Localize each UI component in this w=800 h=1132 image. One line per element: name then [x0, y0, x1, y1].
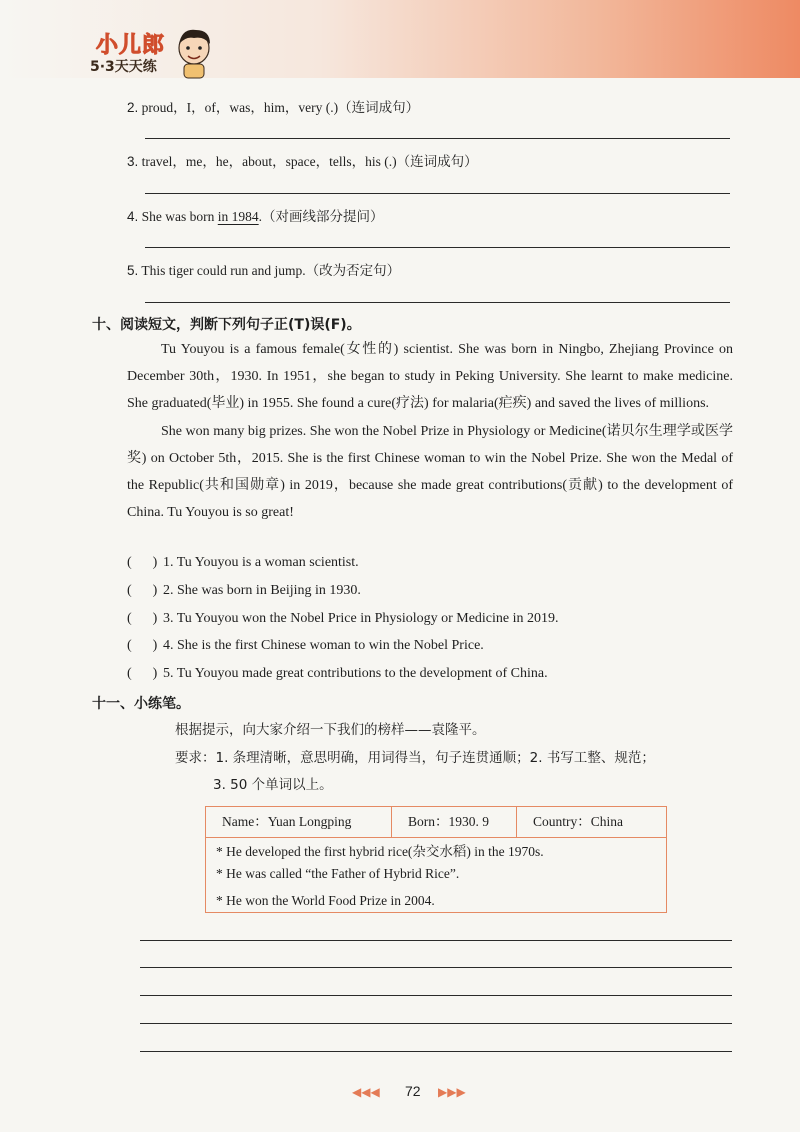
reading-passage	[127, 336, 733, 526]
tf-item-3: ( ) 3. Tu Youyou won the Nobel Price in Physiology or Medicine in 2019.	[127, 611, 559, 626]
writing-line[interactable]	[140, 940, 732, 941]
writing-line[interactable]	[140, 1023, 732, 1024]
writing-requirements-cont: 3. 50 个单词以上。	[213, 777, 333, 793]
info-header-row	[206, 807, 666, 838]
brand-title: 小儿郎	[96, 33, 166, 58]
fact-item: * He developed the first hybrid rice(杂交水稻) in the 1970s.	[216, 844, 544, 859]
fact-item: * He was called “the Father of Hybrid Rice”.	[216, 866, 460, 881]
right-arrows-icon: ▶▶▶	[438, 1085, 466, 1099]
mascot-icon	[172, 26, 216, 80]
section-10-title: 十、阅读短文，判断下列句子正(T)误(F)。	[92, 317, 361, 333]
writing-prompt: 根据提示，向大家介绍一下我们的榜样——袁隆平。	[175, 722, 486, 738]
brand-logo	[90, 28, 220, 83]
tf-item-2: ( ) 2. She was born in Beijing in 1930.	[127, 583, 361, 598]
passage-paragraph-1: Tu Youyou is a famous female(女性的) scientist. She was born in Ningbo, Zhejiang Province on December 30th，1930. In 1951，she began to study in Peking University. She learnt to make medicine. She graduated(毕业) in 1955. She found a cure(疗法) for malaria(疟疾) and saved the lives of millions.	[127, 342, 733, 412]
answer-blank[interactable]: ( )	[127, 555, 158, 570]
page-number: 72	[405, 1083, 421, 1099]
brand-subtitle: 5·3天天练	[90, 59, 157, 75]
info-box	[205, 806, 667, 913]
answer-blank[interactable]: ( )	[127, 583, 158, 598]
section-11-title: 十一、小练笔。	[92, 696, 190, 712]
answer-blank[interactable]: ( )	[127, 638, 158, 653]
question-5: 5. This tiger could run and jump.（改为否定句）	[127, 263, 401, 278]
writing-line[interactable]	[140, 995, 732, 996]
country-cell: Country：China	[533, 814, 623, 829]
question-3: 3. travel，me，he，about，space，tells，his (.)（连词成句）	[127, 154, 478, 169]
answer-line[interactable]	[145, 302, 730, 303]
writing-line[interactable]	[140, 967, 732, 968]
writing-requirements: 要求：1. 条理清晰，意思明确，用词得当，句子连贯通顺；2. 书写工整、规范；	[175, 750, 655, 766]
tf-item-1: ( ) 1. Tu Youyou is a woman scientist.	[127, 555, 359, 570]
fact-item: * He won the World Food Prize in 2004.	[216, 893, 435, 908]
writing-line[interactable]	[140, 1051, 732, 1052]
answer-blank[interactable]: ( )	[127, 611, 158, 626]
passage-paragraph-2: She won many big prizes. She won the Nobel Prize in Physiology or Medicine(诺贝尔生理学或医学奖) on October 5th，2015. She is the first Chinese woman to win the Nobel Prize. She won the Medal of the Republic(共和国勋章) in 2019，because she made great contributions(贡献) to the development of China. Tu Youyou is so great!	[127, 423, 733, 521]
name-cell: Name：Yuan Longping	[206, 807, 392, 837]
answer-blank[interactable]: ( )	[127, 666, 158, 681]
answer-line[interactable]	[145, 193, 730, 194]
left-arrows-icon: ◀◀◀	[352, 1085, 380, 1099]
page-footer	[0, 1085, 800, 1105]
tf-item-4: ( ) 4. She is the first Chinese woman to win the Nobel Price.	[127, 638, 484, 653]
answer-line[interactable]	[145, 247, 730, 248]
answer-line[interactable]	[145, 138, 730, 139]
underlined-phrase: in 1984	[217, 209, 259, 224]
question-4: 4. She was born in 1984.（对画线部分提问）	[127, 209, 384, 224]
tf-item-5: ( ) 5. Tu Youyou made great contributions to the development of China.	[127, 666, 548, 681]
born-cell: Born：1930. 9	[392, 807, 517, 837]
question-2: 2. proud，I，of，was，him，very (.)（连词成句）	[127, 100, 420, 115]
